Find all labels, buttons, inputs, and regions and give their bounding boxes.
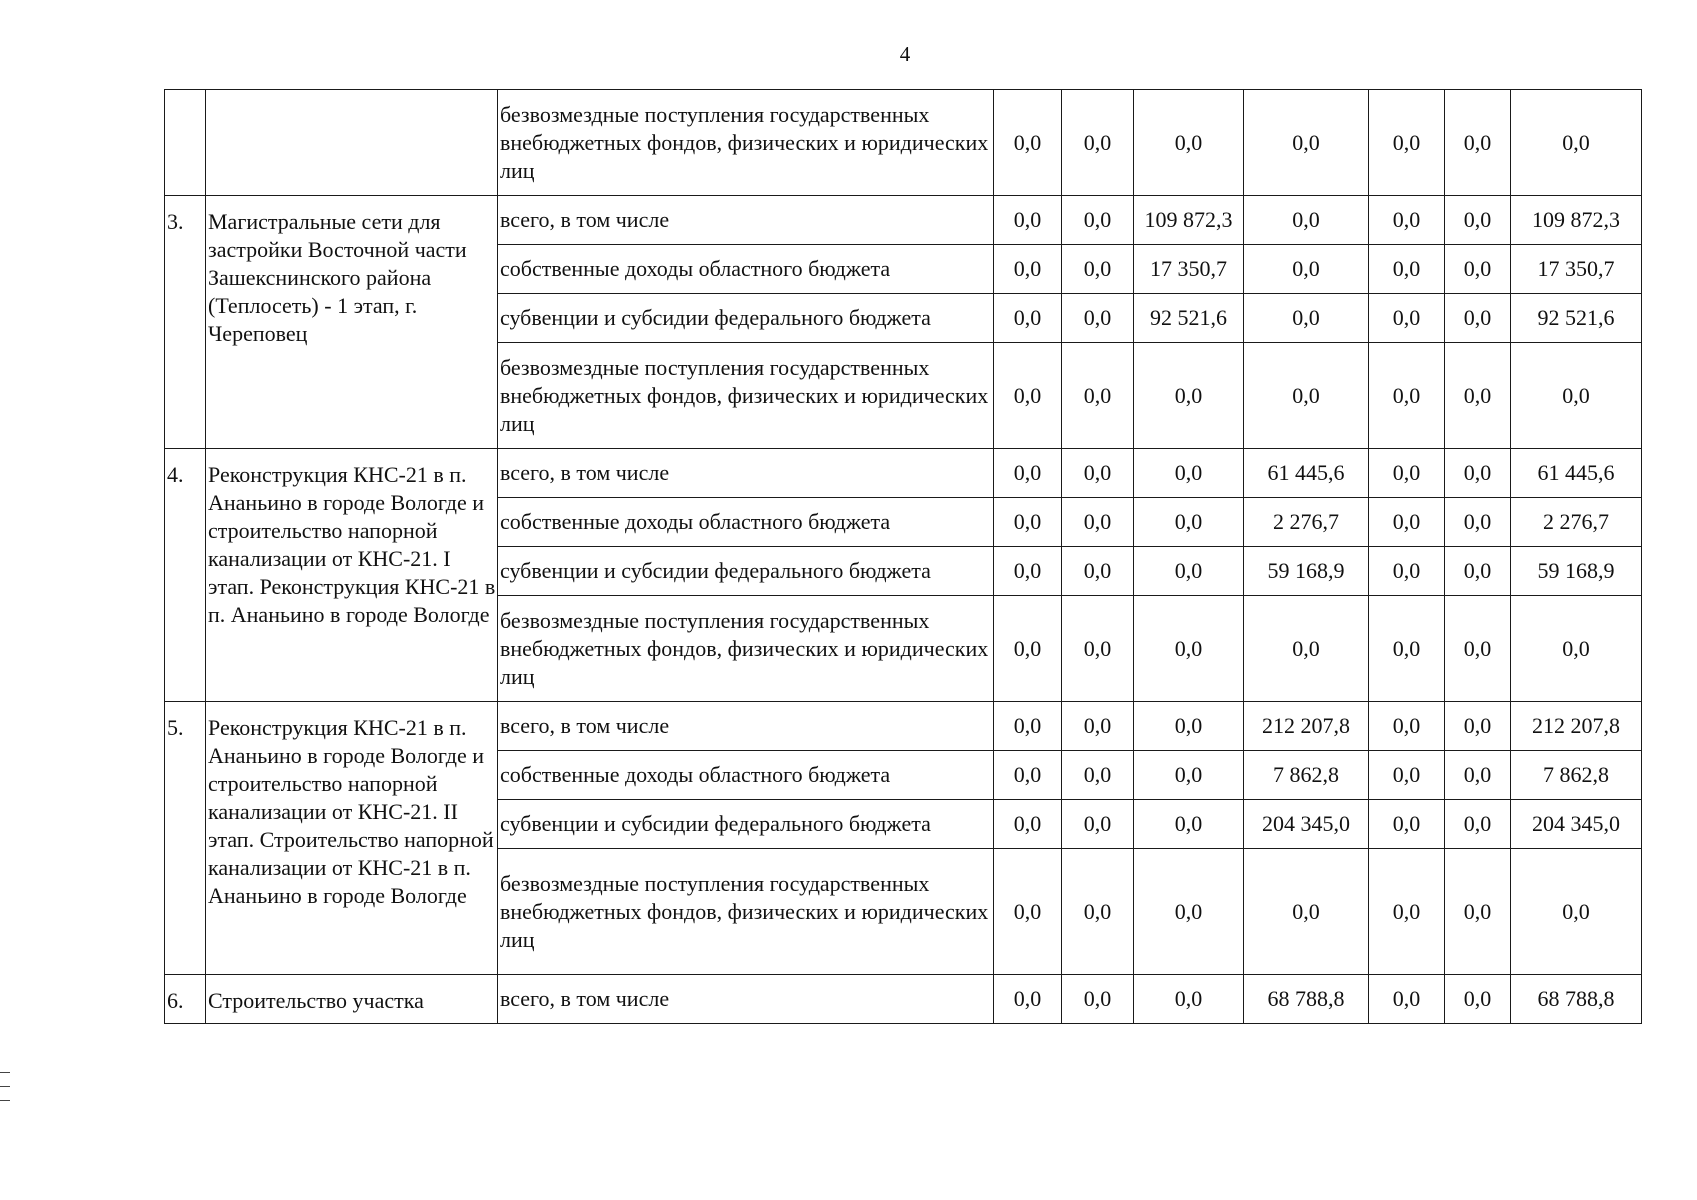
table-row bbox=[165, 702, 1642, 751]
value-cell: 109 872,3 bbox=[1134, 196, 1244, 245]
value-cell: 0,0 bbox=[1062, 702, 1134, 751]
funding-source-cell: субвенции и субсидии федерального бюджета bbox=[498, 800, 994, 849]
value-cell: 0,0 bbox=[994, 800, 1062, 849]
row-number-cell bbox=[165, 90, 206, 196]
value-cell: 0,0 bbox=[1062, 449, 1134, 498]
value-cell: 0,0 bbox=[1244, 245, 1369, 294]
value-cell: 68 788,8 bbox=[1511, 975, 1642, 1024]
value-cell: 0,0 bbox=[1369, 294, 1445, 343]
value-cell: 0,0 bbox=[1369, 196, 1445, 245]
value-cell: 0,0 bbox=[1511, 849, 1642, 975]
value-cell: 0,0 bbox=[994, 547, 1062, 596]
value-cell: 0,0 bbox=[1062, 800, 1134, 849]
value-cell: 0,0 bbox=[1369, 245, 1445, 294]
value-cell: 0,0 bbox=[1134, 343, 1244, 449]
value-cell: 0,0 bbox=[1369, 547, 1445, 596]
value-cell: 0,0 bbox=[1062, 245, 1134, 294]
value-cell: 0,0 bbox=[1062, 751, 1134, 800]
value-cell: 0,0 bbox=[1445, 751, 1511, 800]
value-cell: 0,0 bbox=[1369, 800, 1445, 849]
value-cell: 0,0 bbox=[1062, 90, 1134, 196]
value-cell: 0,0 bbox=[1134, 975, 1244, 1024]
value-cell: 0,0 bbox=[1244, 343, 1369, 449]
value-cell: 212 207,8 bbox=[1244, 702, 1369, 751]
value-cell: 7 862,8 bbox=[1244, 751, 1369, 800]
value-cell: 0,0 bbox=[1445, 449, 1511, 498]
funding-source-cell: всего, в том числе bbox=[498, 702, 994, 751]
budget-table-body bbox=[165, 90, 1642, 1024]
value-cell: 0,0 bbox=[1134, 849, 1244, 975]
value-cell: 0,0 bbox=[1445, 702, 1511, 751]
value-cell: 0,0 bbox=[994, 498, 1062, 547]
value-cell: 0,0 bbox=[1134, 751, 1244, 800]
value-cell: 0,0 bbox=[1511, 90, 1642, 196]
object-name-cell: Реконструкция КНС-21 в п. Ананьино в городе Вологде и строительство напорной канализации от КНС-21. II этап. Строительство напорной канализации от КНС-21 в п. Ананьино в городе Вологде bbox=[206, 702, 498, 975]
funding-source-cell: субвенции и субсидии федерального бюджета bbox=[498, 547, 994, 596]
value-cell: 0,0 bbox=[1244, 596, 1369, 702]
row-number-cell: 5. bbox=[165, 702, 206, 975]
value-cell: 17 350,7 bbox=[1511, 245, 1642, 294]
value-cell: 0,0 bbox=[994, 751, 1062, 800]
value-cell: 0,0 bbox=[994, 245, 1062, 294]
value-cell: 0,0 bbox=[1062, 547, 1134, 596]
value-cell: 0,0 bbox=[1134, 800, 1244, 849]
value-cell: 204 345,0 bbox=[1244, 800, 1369, 849]
value-cell: 0,0 bbox=[994, 596, 1062, 702]
value-cell: 0,0 bbox=[1244, 90, 1369, 196]
value-cell: 0,0 bbox=[1445, 343, 1511, 449]
object-name-cell: Строительство участка bbox=[206, 975, 498, 1024]
value-cell: 0,0 bbox=[1062, 975, 1134, 1024]
funding-source-cell: всего, в том числе bbox=[498, 449, 994, 498]
value-cell: 0,0 bbox=[994, 449, 1062, 498]
funding-source-cell: безвозмездные поступления государственных внебюджетных фондов, физических и юридических лиц bbox=[498, 90, 994, 196]
value-cell: 0,0 bbox=[1134, 449, 1244, 498]
value-cell: 212 207,8 bbox=[1511, 702, 1642, 751]
value-cell: 109 872,3 bbox=[1511, 196, 1642, 245]
value-cell: 0,0 bbox=[1511, 596, 1642, 702]
value-cell: 0,0 bbox=[1369, 90, 1445, 196]
margin-marks bbox=[0, 1072, 10, 1114]
table-row bbox=[165, 196, 1642, 245]
value-cell: 0,0 bbox=[1369, 449, 1445, 498]
funding-source-cell: безвозмездные поступления государственных внебюджетных фондов, физических и юридических лиц bbox=[498, 343, 994, 449]
table-row bbox=[165, 90, 1642, 196]
funding-source-cell: собственные доходы областного бюджета bbox=[498, 751, 994, 800]
funding-source-cell: всего, в том числе bbox=[498, 975, 994, 1024]
value-cell: 0,0 bbox=[1445, 294, 1511, 343]
value-cell: 0,0 bbox=[1062, 596, 1134, 702]
object-name-cell: Реконструкция КНС-21 в п. Ананьино в городе Вологде и строительство напорной канализации от КНС-21. I этап. Реконструкция КНС-21 в п. Ананьино в городе Вологде bbox=[206, 449, 498, 702]
funding-source-cell: всего, в том числе bbox=[498, 196, 994, 245]
value-cell: 0,0 bbox=[1445, 196, 1511, 245]
value-cell: 0,0 bbox=[1445, 547, 1511, 596]
funding-source-cell: субвенции и субсидии федерального бюджета bbox=[498, 294, 994, 343]
value-cell: 0,0 bbox=[1369, 751, 1445, 800]
value-cell: 0,0 bbox=[1134, 498, 1244, 547]
value-cell: 0,0 bbox=[1062, 849, 1134, 975]
value-cell: 17 350,7 bbox=[1134, 245, 1244, 294]
value-cell: 68 788,8 bbox=[1244, 975, 1369, 1024]
value-cell: 92 521,6 bbox=[1511, 294, 1642, 343]
value-cell: 0,0 bbox=[1062, 294, 1134, 343]
value-cell: 61 445,6 bbox=[1244, 449, 1369, 498]
value-cell: 0,0 bbox=[1369, 702, 1445, 751]
value-cell: 59 168,9 bbox=[1244, 547, 1369, 596]
value-cell: 2 276,7 bbox=[1511, 498, 1642, 547]
value-cell: 0,0 bbox=[994, 702, 1062, 751]
value-cell: 0,0 bbox=[1244, 294, 1369, 343]
object-name-cell: Магистральные сети для застройки Восточной части Зашекснинского района (Теплосеть) - 1 этап, г. Череповец bbox=[206, 196, 498, 449]
value-cell: 0,0 bbox=[994, 90, 1062, 196]
page-number: 4 bbox=[899, 42, 911, 66]
row-number-cell: 3. bbox=[165, 196, 206, 449]
value-cell: 0,0 bbox=[1369, 975, 1445, 1024]
value-cell: 0,0 bbox=[1369, 849, 1445, 975]
funding-source-cell: безвозмездные поступления государственных внебюджетных фондов, физических и юридических лиц bbox=[498, 849, 994, 975]
value-cell: 92 521,6 bbox=[1134, 294, 1244, 343]
funding-source-cell: собственные доходы областного бюджета bbox=[498, 498, 994, 547]
value-cell: 0,0 bbox=[1244, 196, 1369, 245]
value-cell: 0,0 bbox=[1445, 975, 1511, 1024]
value-cell: 0,0 bbox=[1369, 343, 1445, 449]
value-cell: 0,0 bbox=[1445, 245, 1511, 294]
value-cell: 0,0 bbox=[1511, 343, 1642, 449]
value-cell: 0,0 bbox=[1369, 498, 1445, 547]
value-cell: 2 276,7 bbox=[1244, 498, 1369, 547]
value-cell: 204 345,0 bbox=[1511, 800, 1642, 849]
row-number-cell: 6. bbox=[165, 975, 206, 1024]
value-cell: 0,0 bbox=[1445, 800, 1511, 849]
value-cell: 0,0 bbox=[1062, 196, 1134, 245]
value-cell: 0,0 bbox=[994, 294, 1062, 343]
value-cell: 0,0 bbox=[1134, 702, 1244, 751]
budget-table bbox=[164, 89, 1642, 1024]
value-cell: 0,0 bbox=[1062, 498, 1134, 547]
funding-source-cell: безвозмездные поступления государственных внебюджетных фондов, физических и юридических лиц bbox=[498, 596, 994, 702]
value-cell: 0,0 bbox=[1445, 849, 1511, 975]
value-cell: 61 445,6 bbox=[1511, 449, 1642, 498]
table-row bbox=[165, 449, 1642, 498]
value-cell: 0,0 bbox=[1244, 849, 1369, 975]
value-cell: 0,0 bbox=[1445, 596, 1511, 702]
value-cell: 0,0 bbox=[1445, 498, 1511, 547]
object-name-cell bbox=[206, 90, 498, 196]
value-cell: 59 168,9 bbox=[1511, 547, 1642, 596]
value-cell: 0,0 bbox=[994, 343, 1062, 449]
value-cell: 0,0 bbox=[1369, 596, 1445, 702]
row-number-cell: 4. bbox=[165, 449, 206, 702]
value-cell: 0,0 bbox=[994, 849, 1062, 975]
value-cell: 0,0 bbox=[1445, 90, 1511, 196]
value-cell: 0,0 bbox=[1134, 596, 1244, 702]
value-cell: 0,0 bbox=[1062, 343, 1134, 449]
table-row bbox=[165, 975, 1642, 1024]
value-cell: 0,0 bbox=[1134, 90, 1244, 196]
funding-source-cell: собственные доходы областного бюджета bbox=[498, 245, 994, 294]
value-cell: 7 862,8 bbox=[1511, 751, 1642, 800]
value-cell: 0,0 bbox=[994, 975, 1062, 1024]
value-cell: 0,0 bbox=[1134, 547, 1244, 596]
value-cell: 0,0 bbox=[994, 196, 1062, 245]
